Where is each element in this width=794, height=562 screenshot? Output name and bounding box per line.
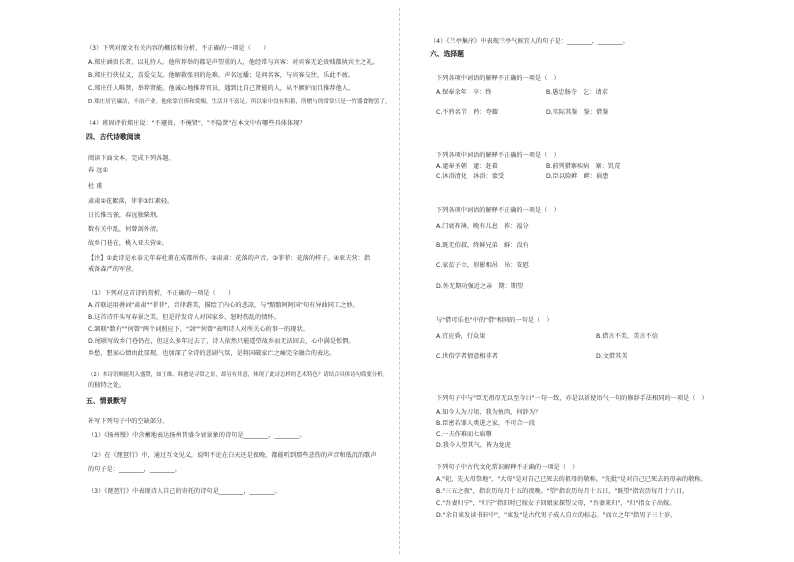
- mc2-option-c: C.沐浴清化 沐浴：蒙受: [436, 173, 505, 180]
- q1-option-c: C.颔联"数有""何曾"两个词照应下，"剑""何曾"表明诗人对所关心的事一的现状。: [88, 326, 309, 333]
- fill-item-1: （1）《扬州慢》中含蓄地表达扬州昔盛今衰景象的诗句是________，________。: [88, 432, 306, 439]
- fill-item-2-cont: 的句子是：________，________。: [88, 466, 181, 473]
- mc5-option-d: D.我今人望其气，皆为龙虎: [436, 442, 511, 449]
- mc1-option-c: C.不矜名节 矜：夸耀: [436, 109, 498, 116]
- mc3-option-b: B.既无伯叔，终鲜兄弟 鲜：没有: [436, 242, 529, 249]
- mc6-option-c: C."吾妻归宁"，"归宁"指旧时已嫁女子回娘家探望父母，"吾妻来归"，"归"指女子出嫁。: [436, 500, 676, 507]
- mc6-option-a: A."祀，先大母祭地"，"大母"是对自己已死去的祖母的敬称。"先妣"是对自己已死去的母亲的敬称。: [436, 476, 707, 483]
- question-3-prompt: （3）下列对原文有关内容的概括和分析，不正确的一项是（ ）: [86, 45, 270, 52]
- mc2-option-b: B.前列猎寨疾病 寨：饥荒: [546, 163, 621, 170]
- question-4-prompt: （4）班固评价郑庄说："不避贵、不掩贤"，"不隐贤"在本文中有哪些具体体现？: [86, 120, 306, 127]
- section-4-title: 四、古代诗歌阅读: [86, 133, 141, 141]
- poem-title: 春 远①: [88, 167, 108, 174]
- question-2-prompt: （2）本诗语颇能用入盛赞，如王维、韩愈是寻常之景，却另有其意，体现了此诗怎样的艺术特色？请结合具体诗句简要分析。: [88, 372, 388, 378]
- right-column: [400, 0, 794, 562]
- mc1-option-a: A.保奉余年 卒：终: [436, 89, 492, 96]
- mc5-option-c: C.一夫作难而七庙隳: [436, 431, 492, 438]
- q1-option-d: D.尾联写故乡门巷仍在，但这么多年过去了，诗人依然只能遥望故乡而无法回去，心中满是怅惘。: [88, 338, 355, 345]
- mc3-option-c: C.家贫子立，形影相吊 吊：安慰: [436, 262, 529, 269]
- mc1-option-d: D.实际其鉴 鉴：借鉴: [546, 109, 609, 116]
- mc5-option-b: B.臣密若罪人类进之家，不可合一段: [436, 420, 536, 427]
- q1-option-b: B.这首诗开头写春景之美，但是抒发诗人对国家乡、怒时伤乱的情怀。: [88, 314, 280, 321]
- q3-option-a: A.郑庄涵贵长者，以礼待人。他所荐举的都是声望重的人，他经常与宾客：对宾客无论贵贱都执宾主之礼。: [88, 59, 379, 66]
- q1-option-a: A.首联运用叠词"肃肃""菲菲"，音律谐美，描绘了内心的悲凉，与"黯黯阿阿国"句有异曲同工之妙。: [88, 302, 359, 309]
- mc2-option-d: D.臣以险衅 衅：祸患: [546, 173, 609, 180]
- mc1-option-b: B.愚忠肠寺 乞：请求: [546, 89, 608, 96]
- mc6-option-b: B."三五之夜"，指农历每月十五的夜晚。"望"指农历每月十五日，"既望"指农历每月十六日。: [436, 488, 689, 495]
- mc3-option-d: D.外无期功强近之亲 期：期望: [436, 283, 524, 290]
- q3-option-b: B.郑庄行侠仗义，喜爱交友。他解救张羽的危难，声名远播；是问名客，与宾客交往，乐此不疲。: [88, 72, 355, 79]
- poem-line: 日长惟鸟雀，春远独柴荆。: [88, 212, 163, 219]
- section-5-title: 五、情景默写: [86, 397, 127, 405]
- mc4-option-a: A.宜应昏，行众果: [436, 333, 486, 340]
- mc3-option-a: A.门衰祚薄，晚有儿息 祚：福分: [436, 223, 529, 230]
- mc4-option-b: B.借言不美，美言不信: [596, 333, 658, 340]
- poem-line: 故乡门巷在，桃入亚夫营④。: [88, 240, 168, 247]
- mc4-prompt: 与"借可乐也"中的"借"相同的一句是（ ）: [436, 317, 553, 324]
- q1-option-d-cont: 乡愁，想家心情由此显现，也加深了全诗的悲剧气氛，是将国破家亡之痛完全融合的表达。: [88, 350, 336, 357]
- mc2-option-a: A.逮奉圣朝 逮：赶着: [436, 163, 498, 170]
- mc4-option-c: C.世俗学者情意相非者: [436, 353, 498, 360]
- q3-option-c: C.郑庄任人唯贤，举荐贤能。他诚心地推荐官员，遇到比自己贤能的人，从不嫉妒而且推荐他人。: [88, 85, 355, 92]
- poem-intro: 阅读下面文本，完成下列各题。: [88, 155, 175, 162]
- mc4-option-d: D.文借其美: [596, 353, 628, 360]
- mc3-prompt: 下列各项中词语的解释不正确的一项是（ ）: [436, 207, 560, 214]
- mc1-prompt: 下列各项中词语的解释不正确的一项是（ ）: [436, 75, 560, 82]
- mc2-prompt: 下列各项中词语的解释不正确的一项是（ ）: [436, 152, 560, 159]
- section-5-intro: 补写下列句子中的空缺部分。: [88, 418, 169, 425]
- poem-author: 杜 甫: [88, 183, 103, 190]
- mc6-prompt: 下列句子中古代文化常识解释不正确的一项是（ ）: [436, 464, 579, 471]
- mc5-option-a: A.知今人为刀俎，我为鱼肉，何辞为？: [436, 409, 542, 416]
- fill-item-3: （3）《琵琶行》中表现诗人自己的寄托的诗句是________，________。: [88, 488, 281, 495]
- q3-option-d: D.郑庄居官廉洁，不治产业。他依靠官俸和赏赐，生活并不富足，所以家中没有积蓄，所赠与的常常只是一竹器食物罢了。: [88, 99, 391, 105]
- mc5-prompt: 下列句子中与"臣无祖母无以至今日"一句一致，亦是以祈使语气一句的修辞手法相同的一项是（ ）: [436, 395, 708, 402]
- top-fill-item: （4）《兰亭集序》中表现兰亭气候宜人的句子是：________，________。: [430, 38, 629, 45]
- poem-line: 数有关中乱，何曾剑外清。: [88, 226, 163, 233]
- poem-note: 【注】①此诗是永泰元年春杜甫在成都所作。②肃肃：花落的声音。③菲菲：花落的样子。④亚夫营：指: [88, 255, 371, 262]
- fill-item-2: （2）在《琵琶行》中，通过互文见义，说明不论在白天还是夜晚，都能听到那些悲伤的声音和低沉的歌声: [88, 452, 377, 459]
- poem-line: 肃肃②花絮落，菲菲③红素轻。: [88, 198, 174, 205]
- section-6-title: 六、选择题: [430, 50, 464, 58]
- poem-note-cont: 戒备森严的军营。: [88, 266, 138, 273]
- mc6-option-d: D."余自束发读书轩中"，"束发"是古代男子成人自立的标志。"而立之年"指男子三十岁。: [436, 512, 677, 519]
- question-1-prompt: （1）下列对这首诗的赏析，不正确的一项是（ ）: [88, 290, 235, 297]
- question-2-cont: 的独特之处。: [88, 382, 126, 389]
